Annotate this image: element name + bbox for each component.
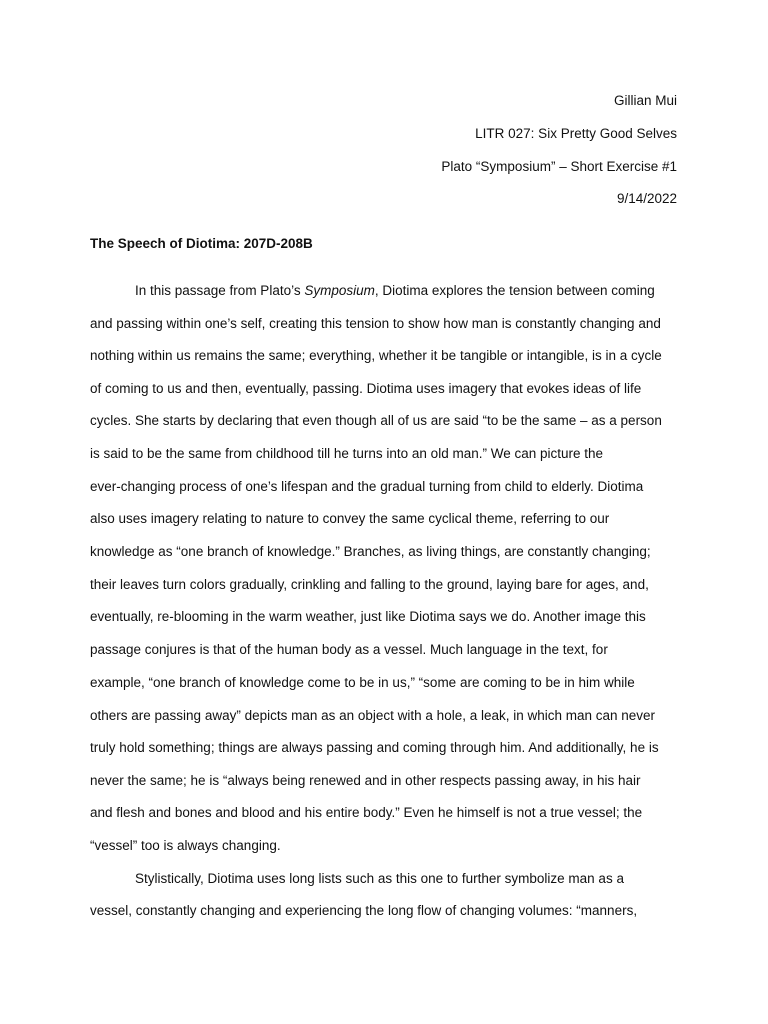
body-line: and flesh and bones and blood and his entire body.” Even he himself is not a true vessel; the [90, 805, 643, 820]
body-line: “vessel” too is always changing. [90, 838, 281, 853]
course-name: LITR 027: Six Pretty Good Selves [475, 126, 677, 141]
body-line: truly hold something; things are always passing and coming through him. And additionally, he is [90, 740, 659, 755]
body-line: example, “one branch of knowledge come to be in us,” “some are coming to be in him while [90, 675, 635, 690]
body-line: nothing within us remains the same; everything, whether it be tangible or intangible, is in a cycle [90, 348, 662, 363]
body-line: passage conjures is that of the human body as a vessel. Much language in the text, for [90, 642, 608, 657]
body-line: others are passing away” depicts man as an object with a hole, a leak, in which man can never [90, 708, 656, 723]
paragraph-2-first-line: Stylistically, Diotima uses long lists such as this one to further symbolize man as a [135, 871, 624, 886]
body-line: and passing within one’s self, creating this tension to show how man is constantly changing and [90, 316, 661, 331]
paragraph-1-first-line: In this passage from Plato’s Symposium, Diotima explores the tension between coming [135, 283, 655, 298]
date: 9/14/2022 [616, 191, 677, 206]
book-title-italic: Symposium [304, 283, 375, 298]
body-line: vessel, constantly changing and experiencing the long flow of changing volumes: “manners, [90, 903, 638, 918]
body-line: ever-changing process of one’s lifespan and the gradual turning from child to elderly. Diotima [90, 479, 644, 494]
assignment-name: Plato “Symposium” – Short Exercise #1 [441, 159, 677, 174]
body-line: of coming to us and then, eventually, passing. Diotima uses imagery that evokes ideas of life [90, 381, 642, 396]
author-name: Gillian Mui [613, 93, 677, 108]
body-line: knowledge as “one branch of knowledge.” Branches, as living things, are constantly changing; [90, 544, 651, 559]
essay-title: The Speech of Diotima: 207D-208B [90, 236, 313, 251]
body-line: is said to be the same from childhood till he turns into an old man.” We can picture the [90, 446, 604, 461]
body-line: also uses imagery relating to nature to convey the same cyclical theme, referring to our [90, 511, 610, 526]
body-line: eventually, re-blooming in the warm weather, just like Diotima says we do. Another image this [90, 609, 646, 624]
body-line: never the same; he is “always being renewed and in other respects passing away, in his hair [90, 773, 641, 788]
body-line: their leaves turn colors gradually, crinkling and falling to the ground, laying bare for ages, and, [90, 577, 649, 592]
body-line: cycles. She starts by declaring that even though all of us are said “to be the same – as a person [90, 413, 662, 428]
